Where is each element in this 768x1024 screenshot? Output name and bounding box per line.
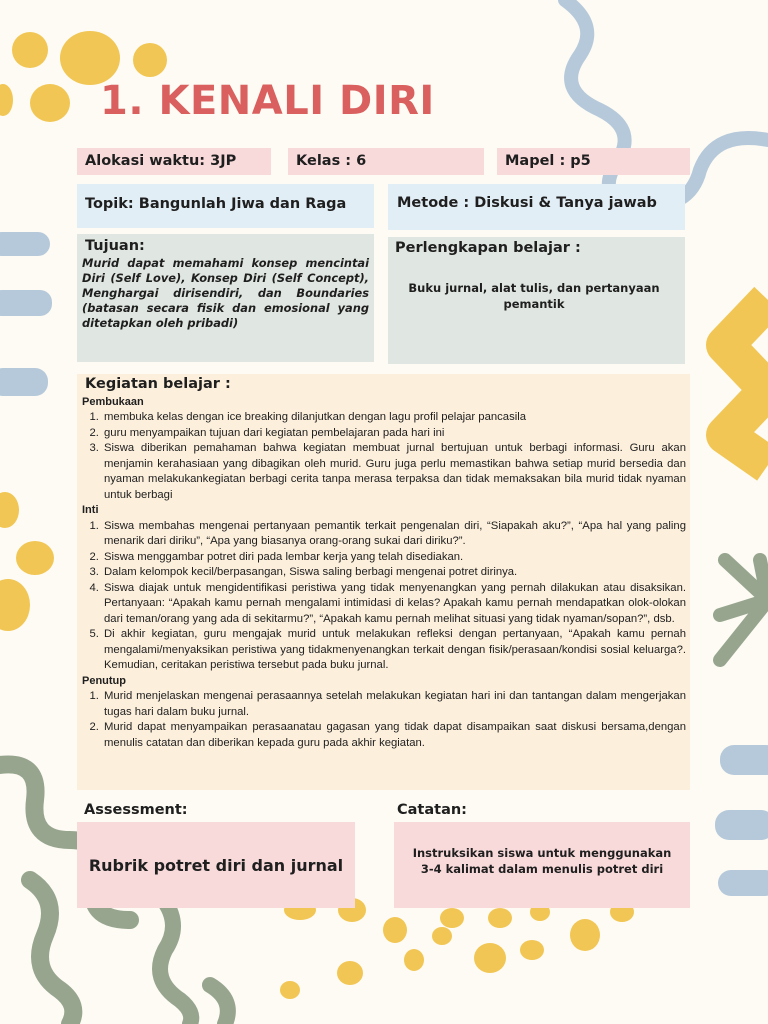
- list-item: 2. guru menyampaikan tujuan dari kegiatan pembelajaran pada hari ini: [102, 426, 686, 442]
- topik: Topik: Bangunlah Jiwa dan Raga: [85, 196, 347, 212]
- catatan-text: Instruksikan siswa untuk menggunakan 3-4 kalimat dalam menulis potret diri: [412, 846, 672, 876]
- perlengkapan-heading: Perlengkapan belajar :: [395, 240, 581, 256]
- list-item: 5. Di akhir kegiatan, guru mengajak murid untuk melakukan refleksi dengan pertanyaan, “Apakah kamu pernah mengalami/menyaksikan peristiwa yang tidakmenyenangkan terkait dengan fisik/perasaan/kondisi sosial keluarga?. Kemudian, ceritakan peristiwa tersebut pada buku jurnal.: [102, 627, 686, 674]
- list-item: 4. Siswa diajak untuk mengidentifikasi peristiwa yang tidak menyenangkan yang pernah dilakukan atau disaksikan. Pertanyaan: “Apakah kamu pernah mengalami intimidasi di kelas? Apakah kamu pernah mendapatkan olok-olokan dari teman/orang yang ada di sekitarmu?”, “Apakah kamu pernah melihat situasi yang tidak nyaman/sopan?”, dsb.: [102, 581, 686, 628]
- penutup-list: [82, 689, 686, 751]
- page-title: 1. KENALI DIRI: [100, 78, 435, 124]
- tujuan-text: Murid dapat memahami konsep mencintai Diri (Self Love), Konsep Diri (Self Concept), Menghargai dirisendiri, dan Boundaries (batasan secara fisik dan emosional yang ditetapkan oleh pribadi): [82, 256, 369, 330]
- list-item: 1. membuka kelas dengan ice breaking dilanjutkan dengan lagu profil pelajar pancasila: [102, 410, 686, 426]
- pembukaan-list: [82, 410, 686, 503]
- metode: Metode : Diskusi & Tanya jawab: [397, 195, 657, 211]
- list-item: 2. Murid dapat menyampaikan perasaanatau gagasan yang tidak dapat disampaikan saat diskusi bersama,dengan menulis catatan dan diberikan kepada guru pada akhir kegiatan.: [102, 720, 686, 751]
- catatan-box: [394, 822, 690, 908]
- topik-box: [77, 184, 374, 228]
- mapel: Mapel : p5: [497, 148, 690, 175]
- assessment-heading: Assessment:: [84, 802, 188, 818]
- kegiatan-heading: Kegiatan belajar :: [85, 376, 231, 392]
- kelas: Kelas : 6: [288, 148, 484, 175]
- perlengkapan-text: Buku jurnal, alat tulis, dan pertanyaan pemantik: [408, 281, 660, 311]
- list-item: 3. Dalam kelompok kecil/berpasangan, Siswa saling berbagi mengenai potret dirinya.: [102, 565, 686, 581]
- perlengkapan-box: [388, 237, 685, 364]
- catatan-heading: Catatan:: [397, 802, 467, 818]
- assessment-box: [77, 822, 355, 908]
- kegiatan-box: [77, 374, 690, 790]
- alokasi-waktu: Alokasi waktu: 3JP: [77, 148, 271, 175]
- list-item: 1. Murid menjelaskan mengenai perasaannya setelah melakukan kegiatan hari ini dan tantangan dalam mengerjakan tugas hari dalam buku jurnal.: [102, 689, 686, 720]
- pembukaan-label: Pembukaan: [82, 395, 144, 408]
- tujuan-box: [77, 234, 374, 362]
- tujuan-heading: Tujuan:: [85, 238, 145, 254]
- inti-label: Inti: [82, 504, 99, 516]
- metode-box: [388, 184, 685, 230]
- assessment-text: Rubrik potret diri dan jurnal: [88, 855, 344, 875]
- list-item: 2. Siswa menggambar potret diri pada lembar kerja yang telah disediakan.: [102, 550, 686, 566]
- list-item: 3. Siswa diberikan pemahaman bahwa kegiatan membuat jurnal bertujuan untuk berbagi informasi. Guru akan menjamin kerahasiaan yang dibagikan oleh murid. Guru juga perlu memastikan bahwa setiap murid bersedia dan nyaman melakukankegiatan berbagi cerita tanpa merasa terpaksa dan tidak memaksakan bila murid tidak nyaman untuk berbagi: [102, 441, 686, 503]
- list-item: 1. Siswa membahas mengenai pertanyaan pemantik terkait pengenalan diri, “Siapakah aku?”, “Apa hal yang paling menarik dari diriku”, “Apa yang biasanya orang-orang sukai dari diriku?”.: [102, 519, 686, 550]
- penutup-label: Penutup: [82, 674, 126, 687]
- inti-list: [82, 519, 686, 674]
